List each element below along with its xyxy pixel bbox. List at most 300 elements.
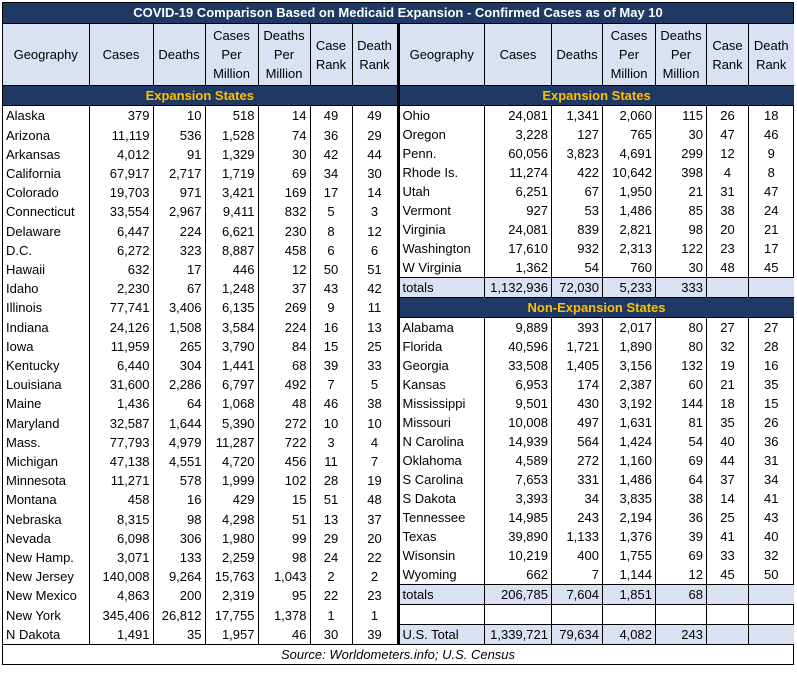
geography-cell: New Mexico (3, 586, 89, 605)
geography-cell: Wyoming (400, 565, 485, 585)
case-rank-cell: 24 (310, 548, 352, 567)
death-rank-cell: 37 (367, 511, 382, 527)
table-row (400, 337, 794, 356)
cases-per-million-cell: 3,421 (205, 183, 258, 202)
cases-cell: 11,271 (89, 471, 153, 490)
cases-cell: 31,600 (89, 375, 153, 394)
deaths-cell: 1,721 (552, 337, 603, 356)
table-row (3, 625, 398, 644)
deaths-cell: 26,812 (153, 605, 205, 624)
case-rank-cell: 20 (707, 220, 749, 239)
deaths-per-million-cell: 80 (656, 337, 707, 356)
deaths-per-million-cell: 30 (656, 258, 707, 278)
deaths-cell: 265 (153, 337, 205, 356)
table-row (400, 220, 794, 239)
case-rank-cell: 26 (707, 106, 749, 126)
deaths-per-million-cell: 85 (656, 201, 707, 220)
geography-cell: Utah (400, 182, 485, 201)
header-death-rank: Death Rank (352, 24, 398, 86)
deaths-per-million-cell: 69 (656, 546, 707, 565)
deaths-per-million-cell: 46 (258, 625, 310, 644)
left-header-row (3, 24, 398, 86)
death-rank-cell: 3 (370, 204, 379, 220)
death-rank-cell (749, 625, 794, 645)
deaths-cell: 9,264 (153, 567, 205, 586)
deaths-per-million-cell: 1,378 (258, 605, 310, 624)
case-rank-cell: 36 (310, 125, 352, 144)
cases-per-million-cell: 2,387 (603, 375, 656, 394)
cases-per-million-cell: 1,719 (205, 164, 258, 183)
cases-cell: 458 (89, 490, 153, 509)
cases-per-million-cell: 1,441 (205, 356, 258, 375)
death-rank-cell: 27 (764, 320, 779, 335)
deaths-cell: 17 (153, 260, 205, 279)
deaths-per-million-cell: 81 (656, 413, 707, 432)
geography-cell: New York (3, 605, 89, 624)
cases-cell: 77,741 (89, 298, 153, 317)
deaths-per-million-cell: 102 (258, 471, 310, 490)
case-rank-cell: 37 (707, 470, 749, 489)
table-row (3, 279, 398, 298)
case-rank-cell: 9 (310, 298, 352, 317)
death-rank-cell: 41 (764, 491, 779, 506)
cases-cell: 206,785 (485, 585, 552, 605)
death-rank-cell: 31 (764, 453, 779, 468)
header-geography: Geography (3, 24, 89, 86)
geography-cell: totals (400, 585, 485, 605)
deaths-cell: 272 (552, 451, 603, 470)
header-geography: Geography (400, 24, 485, 86)
table-row (400, 163, 794, 182)
header-deaths: Deaths (153, 24, 205, 86)
death-rank-cell: 48 (367, 492, 382, 508)
case-rank-cell: 31 (707, 182, 749, 201)
cases-per-million-cell: 11,287 (205, 433, 258, 452)
geography-cell: Tennessee (400, 508, 485, 527)
deaths-cell: 133 (153, 548, 205, 567)
cases-cell: 2,230 (89, 279, 153, 298)
cases-cell: 1,491 (89, 625, 153, 644)
cases-per-million-cell: 2,313 (603, 239, 656, 258)
deaths-cell: 1,341 (552, 106, 603, 126)
deaths-cell: 4,979 (153, 433, 205, 452)
cases-cell: 10,219 (485, 546, 552, 565)
deaths-cell: 497 (552, 413, 603, 432)
cases-per-million-cell: 1,160 (603, 451, 656, 470)
case-rank-cell: 40 (707, 432, 749, 451)
deaths-per-million-cell: 64 (656, 470, 707, 489)
table-row (400, 527, 794, 546)
geography-cell: Alaska (3, 106, 89, 126)
geography-cell: W Virginia (400, 258, 485, 278)
case-rank-cell: 13 (310, 509, 352, 528)
cases-cell: 14,985 (485, 508, 552, 527)
cases-per-million-cell: 15,763 (205, 567, 258, 586)
deaths-per-million-cell: 99 (258, 529, 310, 548)
header-cases: Cases (89, 24, 153, 86)
cases-cell: 6,251 (485, 182, 552, 201)
death-rank-cell: 51 (367, 261, 382, 277)
case-rank-cell: 22 (310, 586, 352, 605)
deaths-cell: 971 (153, 183, 205, 202)
death-rank-cell: 24 (764, 203, 779, 218)
cases-cell: 19,703 (89, 183, 153, 202)
cases-per-million-cell: 1,755 (603, 546, 656, 565)
table-row (3, 605, 398, 624)
death-rank-cell: 2 (370, 569, 379, 585)
case-rank-cell: 41 (707, 527, 749, 546)
geography-cell: Mass. (3, 433, 89, 452)
case-rank-cell: 34 (310, 164, 352, 183)
table-row (400, 432, 794, 451)
cases-per-million-cell: 5,390 (205, 413, 258, 432)
table-row (3, 356, 398, 375)
death-rank-cell: 10 (367, 415, 382, 431)
death-rank-cell: 18 (764, 108, 779, 123)
table-row (400, 239, 794, 258)
table-row (3, 145, 398, 164)
cases-per-million-cell: 1,528 (205, 125, 258, 144)
cases-per-million-cell: 1,890 (603, 337, 656, 356)
case-rank-cell: 6 (310, 241, 352, 260)
cases-cell: 11,959 (89, 337, 153, 356)
deaths-cell: 839 (552, 220, 603, 239)
deaths-per-million-cell: 15 (258, 490, 310, 509)
deaths-cell: 3,823 (552, 144, 603, 163)
table-row (3, 317, 398, 336)
table-row (3, 548, 398, 567)
cases-per-million-cell: 1,486 (603, 201, 656, 220)
cases-cell: 927 (485, 201, 552, 220)
geography-cell: Florida (400, 337, 485, 356)
deaths-cell: 1,405 (552, 356, 603, 375)
deaths-per-million-cell: 68 (258, 356, 310, 375)
cases-per-million-cell: 9,411 (205, 202, 258, 221)
death-rank-cell: 8 (767, 165, 775, 180)
header-cases-per-million: Cases Per Million (205, 24, 258, 86)
deaths-per-million-cell: 243 (656, 625, 707, 645)
cases-per-million-cell: 8,887 (205, 241, 258, 260)
table-row (3, 452, 398, 471)
cases-per-million-cell: 2,194 (603, 508, 656, 527)
geography-cell: Maryland (3, 413, 89, 432)
table-row (3, 586, 398, 605)
deaths-per-million-cell: 272 (258, 413, 310, 432)
deaths-cell: 54 (552, 258, 603, 278)
cases-cell: 67,917 (89, 164, 153, 183)
case-rank-cell: 42 (310, 145, 352, 164)
geography-cell: Connecticut (3, 202, 89, 221)
case-rank-cell (707, 625, 749, 645)
case-rank-cell: 29 (310, 529, 352, 548)
geography-cell: Virginia (400, 220, 485, 239)
table-row (3, 298, 398, 317)
geography-cell: Ohio (400, 106, 485, 126)
header-deaths-per-million: Deaths Per Million (656, 24, 707, 86)
geography-cell: Hawaii (3, 260, 89, 279)
cases-cell: 11,119 (89, 125, 153, 144)
cases-per-million-cell: 4,298 (205, 509, 258, 528)
death-rank-cell: 17 (764, 241, 779, 256)
death-rank-cell (749, 278, 794, 298)
geography-cell: S Carolina (400, 470, 485, 489)
table-row (400, 489, 794, 508)
cases-per-million-cell: 6,621 (205, 221, 258, 240)
geography-cell: Mississippi (400, 394, 485, 413)
deaths-per-million-cell: 1,043 (258, 567, 310, 586)
cases-per-million-cell: 1,248 (205, 279, 258, 298)
cases-per-million-cell: 4,720 (205, 452, 258, 471)
deaths-cell: 67 (552, 182, 603, 201)
deaths-cell: 564 (552, 432, 603, 451)
table-row (400, 144, 794, 163)
table-row (400, 106, 794, 126)
geography-cell: Delaware (3, 221, 89, 240)
deaths-per-million-cell: 95 (258, 586, 310, 605)
table-row (400, 508, 794, 527)
deaths-cell: 200 (153, 586, 205, 605)
geography-cell: Idaho (3, 279, 89, 298)
cases-cell: 3,071 (89, 548, 153, 567)
deaths-cell: 72,030 (552, 278, 603, 298)
table-row (3, 509, 398, 528)
geography-cell: Indiana (3, 317, 89, 336)
cases-per-million-cell: 429 (205, 490, 258, 509)
case-rank-cell: 4 (707, 163, 749, 182)
cases-cell: 6,272 (89, 241, 153, 260)
case-rank-cell (707, 585, 749, 605)
cases-per-million-cell: 2,259 (205, 548, 258, 567)
death-rank-cell: 42 (367, 281, 382, 297)
death-rank-cell: 25 (367, 338, 382, 354)
deaths-per-million-cell: 169 (258, 183, 310, 202)
table-row (3, 471, 398, 490)
table-row (3, 106, 398, 126)
geography-cell: Iowa (3, 337, 89, 356)
death-rank-cell: 35 (764, 377, 779, 392)
cases-cell: 4,012 (89, 145, 153, 164)
geography-cell: Penn. (400, 144, 485, 163)
cases-per-million-cell: 446 (205, 260, 258, 279)
death-rank-cell: 7 (370, 453, 379, 469)
section-header (3, 86, 398, 106)
cases-per-million-cell: 1,486 (603, 470, 656, 489)
case-rank-cell: 18 (707, 394, 749, 413)
table-row (400, 413, 794, 432)
death-rank-cell: 44 (367, 146, 382, 162)
geography-cell: Vermont (400, 201, 485, 220)
deaths-cell: 35 (153, 625, 205, 644)
right-panel-table (400, 24, 794, 644)
cases-per-million-cell: 10,642 (603, 163, 656, 182)
header-cases: Cases (485, 24, 552, 86)
case-rank-cell: 32 (707, 337, 749, 356)
cases-per-million-cell: 760 (603, 258, 656, 278)
deaths-per-million-cell: 144 (656, 394, 707, 413)
case-rank-cell: 10 (310, 413, 352, 432)
cases-cell: 345,406 (89, 605, 153, 624)
geography-cell: S Dakota (400, 489, 485, 508)
case-rank-cell: 44 (707, 451, 749, 470)
case-rank-cell: 30 (310, 625, 352, 644)
cases-per-million-cell: 4,691 (603, 144, 656, 163)
deaths-cell: 224 (153, 221, 205, 240)
case-rank-cell: 1 (310, 605, 352, 624)
death-rank-cell (749, 585, 794, 605)
cases-cell: 24,081 (485, 106, 552, 126)
geography-cell: U.S. Total (400, 625, 485, 645)
table-row (400, 394, 794, 413)
cases-per-million-cell: 1,376 (603, 527, 656, 546)
death-rank-cell: 15 (764, 396, 779, 411)
deaths-per-million-cell: 14 (258, 106, 310, 126)
deaths-per-million-cell: 398 (656, 163, 707, 182)
deaths-per-million-cell: 269 (258, 298, 310, 317)
geography-cell: Arkansas (3, 145, 89, 164)
geography-cell: New Jersey (3, 567, 89, 586)
cases-cell: 77,793 (89, 433, 153, 452)
deaths-per-million-cell: 333 (656, 278, 707, 298)
deaths-cell: 400 (552, 546, 603, 565)
cases-cell: 33,508 (485, 356, 552, 375)
deaths-per-million-cell: 98 (656, 220, 707, 239)
deaths-cell: 16 (153, 490, 205, 509)
cases-cell: 6,098 (89, 529, 153, 548)
table-row (400, 125, 794, 144)
header-deaths: Deaths (552, 24, 603, 86)
deaths-cell: 91 (153, 145, 205, 164)
cases-cell: 1,132,936 (485, 278, 552, 298)
table-row (400, 375, 794, 394)
deaths-cell: 7,604 (552, 585, 603, 605)
geography-cell: Louisiana (3, 375, 89, 394)
deaths-per-million-cell: 36 (656, 508, 707, 527)
deaths-per-million-cell: 224 (258, 317, 310, 336)
cases-cell: 1,436 (89, 394, 153, 413)
geography-cell: Kentucky (3, 356, 89, 375)
table-row (400, 546, 794, 565)
deaths-cell: 2,717 (153, 164, 205, 183)
geography-cell: Kansas (400, 375, 485, 394)
death-rank-cell: 14 (367, 185, 382, 201)
deaths-cell: 3,406 (153, 298, 205, 317)
death-rank-cell: 36 (764, 434, 779, 449)
case-rank-cell (707, 278, 749, 298)
cases-cell: 9,501 (485, 394, 552, 413)
table-row (3, 337, 398, 356)
deaths-cell: 243 (552, 508, 603, 527)
deaths-per-million-cell: 74 (258, 125, 310, 144)
deaths-per-million-cell: 37 (258, 279, 310, 298)
death-rank-cell: 13 (367, 319, 382, 335)
table-row (3, 183, 398, 202)
deaths-cell: 932 (552, 239, 603, 258)
case-rank-cell: 8 (310, 221, 352, 240)
deaths-cell: 10 (153, 106, 205, 126)
cases-per-million-cell: 3,584 (205, 317, 258, 336)
table-row (3, 260, 398, 279)
cases-cell: 11,274 (485, 163, 552, 182)
cases-per-million-cell: 5,233 (603, 278, 656, 298)
deaths-per-million-cell: 299 (656, 144, 707, 163)
case-rank-cell: 12 (707, 144, 749, 163)
deaths-cell: 1,644 (153, 413, 205, 432)
cases-per-million-cell: 3,156 (603, 356, 656, 375)
deaths-per-million-cell: 80 (656, 318, 707, 338)
geography-cell: New Hamp. (3, 548, 89, 567)
header-death-rank: Death Rank (749, 24, 794, 86)
cases-per-million-cell: 2,017 (603, 318, 656, 338)
empty-cell (749, 605, 794, 625)
deaths-per-million-cell: 132 (656, 356, 707, 375)
case-rank-cell: 5 (310, 202, 352, 221)
table-row (3, 125, 398, 144)
case-rank-cell: 11 (310, 452, 352, 471)
geography-cell: Washington (400, 239, 485, 258)
geography-cell: D.C. (3, 241, 89, 260)
deaths-per-million-cell: 69 (258, 164, 310, 183)
deaths-cell: 79,634 (552, 625, 603, 645)
geography-cell: Georgia (400, 356, 485, 375)
left-panel-table (3, 24, 400, 644)
geography-cell: N Dakota (3, 625, 89, 644)
table-row (400, 182, 794, 201)
table-row (400, 356, 794, 375)
case-rank-cell: 19 (707, 356, 749, 375)
table-row (3, 241, 398, 260)
deaths-cell: 331 (552, 470, 603, 489)
deaths-per-million-cell: 115 (656, 106, 707, 126)
deaths-cell: 2,967 (153, 202, 205, 221)
death-rank-cell: 20 (367, 530, 382, 546)
death-rank-cell: 33 (367, 357, 382, 373)
death-rank-cell: 21 (764, 222, 779, 237)
cases-cell: 17,610 (485, 239, 552, 258)
cases-per-million-cell: 2,319 (205, 586, 258, 605)
cases-cell: 32,587 (89, 413, 153, 432)
death-rank-cell: 39 (367, 626, 382, 642)
case-rank-cell: 45 (707, 565, 749, 585)
cases-per-million-cell: 1,424 (603, 432, 656, 451)
deaths-cell: 422 (552, 163, 603, 182)
deaths-cell: 127 (552, 125, 603, 144)
cases-cell: 6,440 (89, 356, 153, 375)
deaths-cell: 323 (153, 241, 205, 260)
case-rank-cell: 25 (707, 508, 749, 527)
cases-cell: 3,228 (485, 125, 552, 144)
cases-cell: 6,447 (89, 221, 153, 240)
death-rank-cell: 40 (764, 529, 779, 544)
table-row (400, 451, 794, 470)
geography-cell: Rhode Is. (400, 163, 485, 182)
case-rank-cell: 43 (310, 279, 352, 298)
cases-per-million-cell: 6,135 (205, 298, 258, 317)
deaths-per-million-cell: 39 (656, 527, 707, 546)
empty-cell (656, 605, 707, 625)
cases-cell: 39,890 (485, 527, 552, 546)
cases-cell: 7,653 (485, 470, 552, 489)
deaths-cell: 1,133 (552, 527, 603, 546)
death-rank-cell: 4 (370, 434, 379, 450)
geography-cell: Texas (400, 527, 485, 546)
cases-cell: 9,889 (485, 318, 552, 338)
table-row (400, 318, 794, 338)
case-rank-cell: 33 (707, 546, 749, 565)
deaths-per-million-cell: 60 (656, 375, 707, 394)
deaths-cell: 536 (153, 125, 205, 144)
table-row (3, 221, 398, 240)
empty-cell (707, 605, 749, 625)
